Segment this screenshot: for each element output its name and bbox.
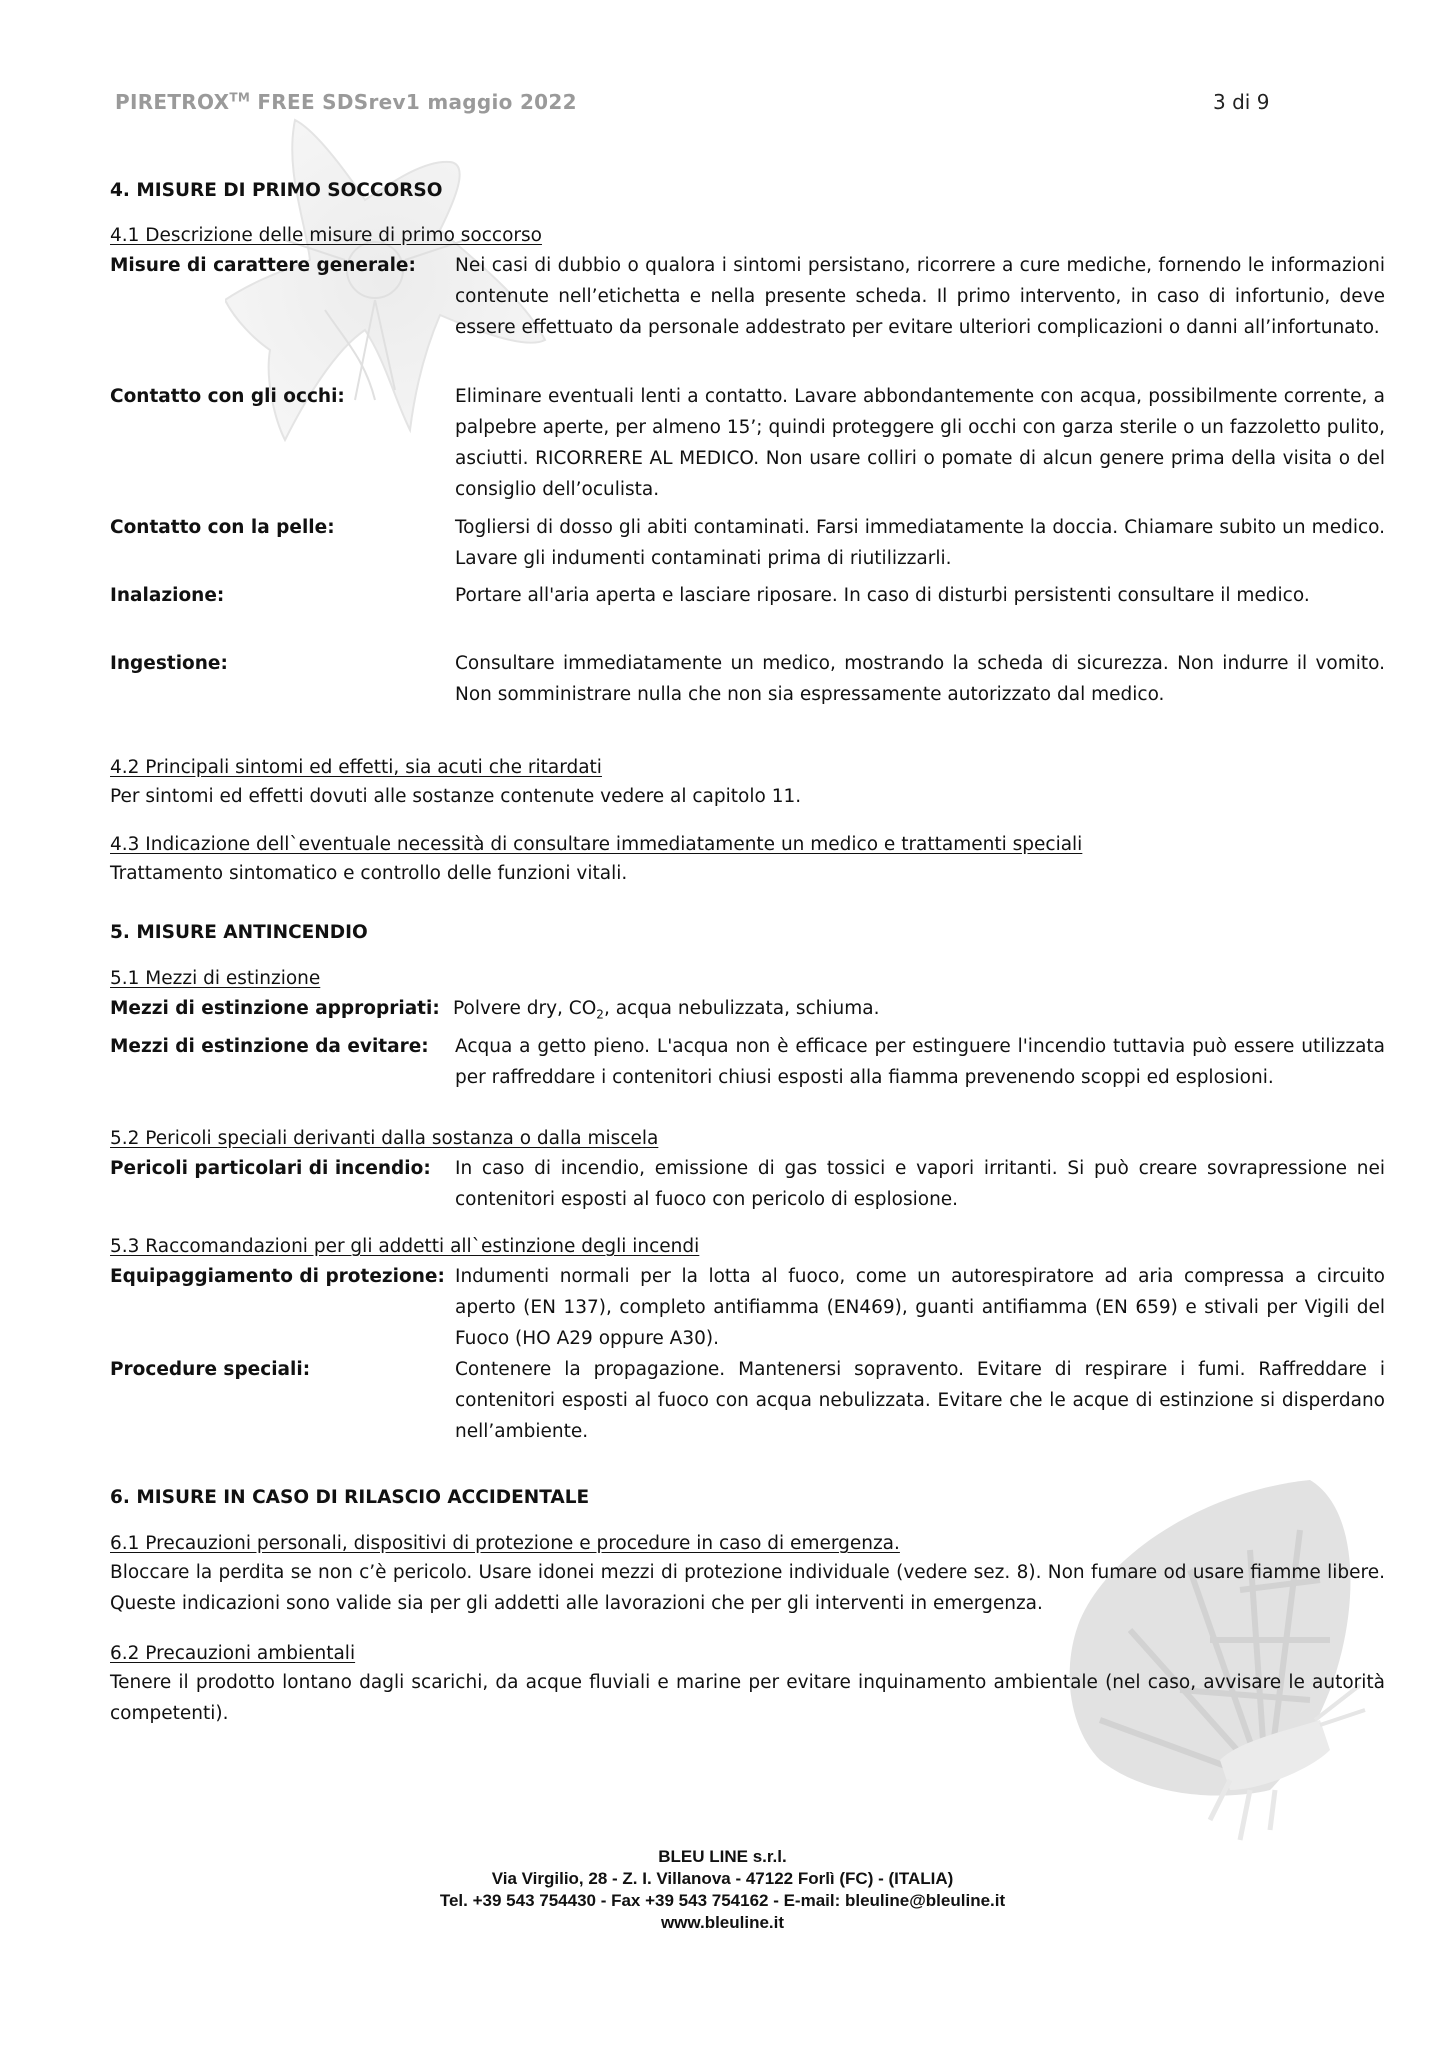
section-5-3-title: 5.3 Raccomandazioni per gli addetti all`estinzione degli incendi [110, 1236, 700, 1257]
row-label: Mezzi di estinzione appropriati: [110, 998, 440, 1019]
section-4-3-text: Trattamento sintomatico e controllo delle funzioni vitali. [110, 863, 628, 884]
row-label: Contatto con gli occhi: [110, 386, 345, 407]
row-label: Mezzi di estinzione da evitare: [110, 1036, 429, 1057]
trademark-symbol: TM [229, 90, 251, 105]
row-text: Contenere la propagazione. Mantenersi sopravento. Evitare di respirare i fumi. Raffreddare i contenitori esposti al fuoco con acqua nebulizzata. Evitare che le acque di estinzione si disperdano nell’ambiente. [455, 1359, 1385, 1442]
section-4-title: 4. MISURE DI PRIMO SOCCORSO [110, 180, 443, 201]
product-name: PIRETROX [115, 90, 230, 114]
section-6-2-title: 6.2 Precauzioni ambientali [110, 1643, 356, 1664]
row-label: Procedure speciali: [110, 1359, 311, 1380]
row-text [453, 993, 1383, 1031]
text-part: Polvere dry, CO [453, 998, 597, 1019]
row-text: Acqua a getto pieno. L'acqua non è efficace per estinguere l'incendio tuttavia può essere utilizzata per raffreddare i contenitori chiusi esposti alla fiamma prevenendo scoppi ed esplosioni. [455, 1036, 1385, 1088]
row-text: Togliersi di dosso gli abiti contaminati. Farsi immediatamente la doccia. Chiamare subito un medico. Lavare gli indumenti contaminati prima di riutilizzarli. [455, 517, 1385, 569]
row-text: Nei casi di dubbio o qualora i sintomi persistano, ricorrere a cure mediche, fornendo le informazioni contenute nell’etichetta e nella presente scheda. Il primo intervento, in caso di infortunio, deve essere effettuato da personale addestrato per evitare ulteriori complicazioni o danni all’infortunato. [455, 255, 1385, 338]
row-text: Indumenti normali per la lotta al fuoco, come un autorespiratore ad aria compressa a circuito aperto (EN 137), completo antifiamma (EN469), guanti antifiamma (EN 659) e stivali per Vigili del Fuoco (HO A29 oppure A30). [455, 1266, 1385, 1349]
footer-website-link[interactable]: www.bleuline.it [660, 1913, 785, 1932]
row-label: Inalazione: [110, 585, 225, 606]
footer-company: BLEU LINE s.r.l. [658, 1847, 787, 1866]
document-header-title [115, 90, 577, 114]
footer-address: Via Virgilio, 28 - Z. I. Villanova - 47122 Forlì (FC) - (ITALIA) [491, 1869, 954, 1888]
section-5-title: 5. MISURE ANTINCENDIO [110, 922, 368, 943]
section-6-title: 6. MISURE IN CASO DI RILASCIO ACCIDENTALE [110, 1487, 590, 1508]
section-4-3-title: 4.3 Indicazione dell`eventuale necessità di consultare immediatamente un medico e trattamenti speciali [110, 834, 1083, 855]
section-4-2-text: Per sintomi ed effetti dovuti alle sostanze contenute vedere al capitolo 11. [110, 786, 802, 807]
row-label: Misure di carattere generale: [110, 255, 416, 276]
row-label: Contatto con la pelle: [110, 517, 335, 538]
section-6-1-title: 6.1 Precauzioni personali, dispositivi di protezione e procedure in caso di emergenza. [110, 1533, 900, 1554]
row-text: Portare all'aria aperta e lasciare riposare. In caso di disturbi persistenti consultare il medico. [455, 585, 1310, 606]
section-5-1-title: 5.1 Mezzi di estinzione [110, 968, 321, 989]
footer-contact: Tel. +39 543 754430 - Fax +39 543 754162 - E-mail: bleuline@bleuline.it [439, 1891, 1006, 1910]
row-text: Eliminare eventuali lenti a contatto. Lavare abbondantemente con acqua, possibilmente corrente, a palpebre aperte, per almeno 15’; quindi proteggere gli occhi con garza sterile o un fazzoletto pulito, asciutti. RICORRERE AL MEDICO. Non usare colliri o pomate di alcun genere prima della visita o del consiglio dell’oculista. [455, 386, 1385, 500]
section-6-1-text: Bloccare la perdita se non c’è pericolo. Usare idonei mezzi di protezione individuale (vedere sez. 8). Non fumare od usare fiamme libere. Queste indicazioni sono valide sia per gli addetti alle lavorazioni che per gli interventi in emergenza. [110, 1562, 1385, 1614]
row-label: Ingestione: [110, 653, 228, 674]
subscript: 2 [596, 1007, 604, 1022]
row-text: Consultare immediatamente un medico, mostrando la scheda di sicurezza. Non indurre il vomito. Non somministrare nulla che non sia espressamente autorizzato dal medico. [455, 653, 1385, 705]
row-label: Pericoli particolari di incendio: [110, 1158, 431, 1179]
section-4-1-title: 4.1 Descrizione delle misure di primo soccorso [110, 225, 542, 246]
row-label: Equipaggiamento di protezione: [110, 1266, 445, 1287]
section-4-2-title: 4.2 Principali sintomi ed effetti, sia acuti che ritardati [110, 757, 602, 778]
company-footer [0, 1846, 1445, 1934]
section-5-2-title: 5.2 Pericoli speciali derivanti dalla sostanza o dalla miscela [110, 1128, 659, 1149]
page-number: 3 di 9 [1213, 90, 1270, 114]
section-6-2-text: Tenere il prodotto lontano dagli scarichi, da acque fluviali e marine per evitare inquinamento ambientale (nel caso, avvisare le autorità competenti). [110, 1672, 1385, 1724]
header-revision: FREE SDSrev1 maggio 2022 [250, 90, 577, 114]
row-text: In caso di incendio, emissione di gas tossici e vapori irritanti. Si può creare sovrapressione nei contenitori esposti al fuoco con pericolo di esplosione. [455, 1158, 1385, 1210]
butterfly-watermark-icon [1060, 1470, 1370, 1850]
text-part: , acqua nebulizzata, schiuma. [603, 998, 880, 1019]
